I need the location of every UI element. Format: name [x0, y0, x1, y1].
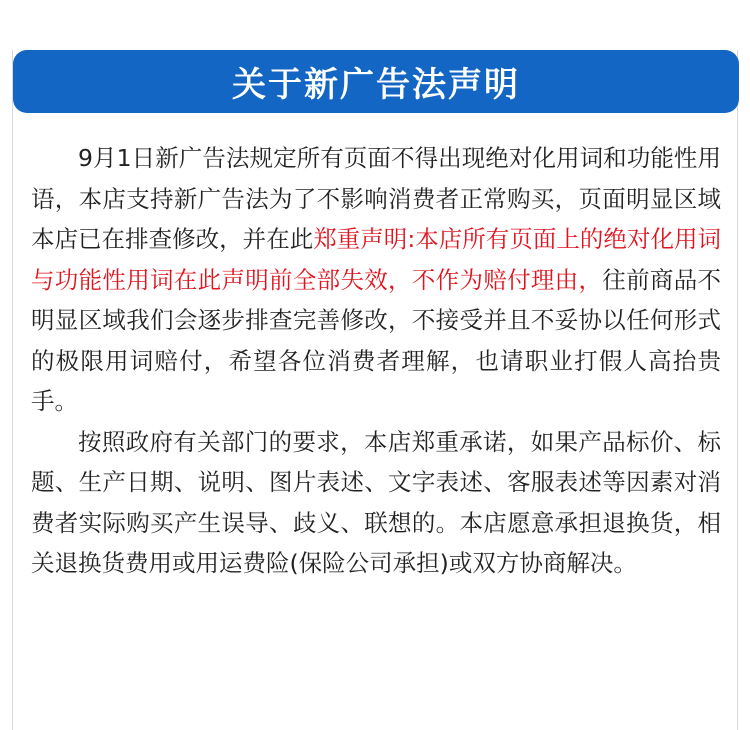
notice-card	[12, 50, 738, 730]
paragraph-1-text-before: 9月1日新广告法规定所有页面不得出现绝对化用词和功能性用语，本店支持新广告法为了不影响消费者正常购买，页面明显区域本店已在排查修改，并在此	[31, 144, 721, 253]
paragraph-1-text-after: 往前商品不明显区域我们会逐步排查完善修改，不接受并且不妥协以任何形式的极限用词赔付，希望各位消费者理解，也请职业打假人高抬贵手。	[31, 265, 722, 415]
notice-paragraph-2	[31, 422, 721, 584]
solemn-declaration-highlight: 郑重声明:本店所有页面上的绝对化用词与功能性用词在此声明前全部失效，不作为赔付理由，	[31, 225, 722, 294]
notice-paragraph-1	[31, 138, 721, 422]
notice-header	[13, 50, 739, 113]
paragraph-2-text: 按照政府有关部门的要求，本店郑重承诺，如果产品标价、标题、生产日期、说明、图片表述、文字表述、客服表述等因素对消费者实际购买产生误导、歧义、联想的。本店愿意承担退换货，相关退换货费用或用运费险(保险公司承担)或双方协商解决。	[31, 427, 721, 577]
notice-body	[31, 138, 721, 584]
notice-title: 关于新广告法声明	[232, 65, 520, 105]
